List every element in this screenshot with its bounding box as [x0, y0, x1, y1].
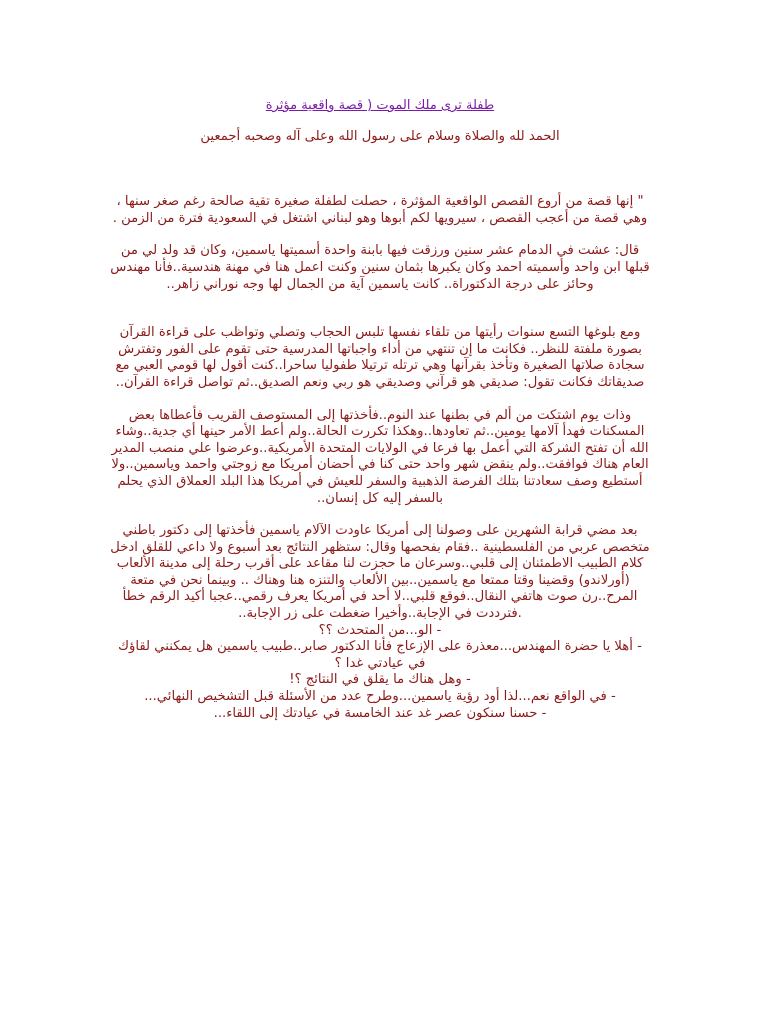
- paragraph-1: " إنها قصة من أروع القصص الواقعية المؤثرة ، حصلت لطفلة صغيرة تقية صالحة رغم صغر سنها ، وهي قصة من أعجب القصص ، سيرويها لكم أبوها وهو لبناني اشتغل في السعودية فترة من الزمن .: [112, 194, 648, 226]
- dialogue-line-1: - الو...من المتحدث ؟؟: [318, 622, 442, 638]
- story-title[interactable]: طفلة ترى ملك الموت ( قصة واقعية مؤثرة: [265, 98, 495, 113]
- paragraph-5: بعد مضي قرابة الشهرين على وصولنا إلى أمريكا عاودت الآلام ياسمين فأخذتها إلى دكتور باطني متخصص عربي من الفلسطينية ..فقام بفحصها وقال: ستظهر النتائج بعد أسبوع ولا داعي للقلق ادخل كلام الطبيب الاطمئنان إلى قلبي..وسرعان ما حجزت لنا مقاعد على أقرب رحلة إلى مدينة الألعاب (أورلاندو) وقضينا وقتا ممتعا مع ياسمين..بين الألعاب والتنزه هنا وهناك .. وبينما نحن في متعة المرح..رن صوت هاتفي النقال..فوقع قلبي..لا أحد في أمريكا يعرف رقمي..عجبا أكيد الرقم خطأ .فترددت في الإجابة..وأخيرا ضغطت على زر الإجابة..: [110, 523, 650, 622]
- document-page: [110, 98, 650, 722]
- paragraph-4: وذات يوم اشتكت من ألم في بطنها عند النوم..فأخذتها إلى المستوصف القريب فأعطاها بعض المسكنات فهدأ آلامها يومين..ثم تعاودها..وهكذا تكررت الحالة..ولم أعط الأمر حينها أي جدية..وشاء الله أن تفتح الشركة التي أعمل بها فرعا في الولايات المتحدة الأمريكية..وعرضوا علي منصب المدير العام هناك فوافقت..ولم ينقض شهر واحد حتى كنا في أحضان أمريكا مع زوجتي واحمد وياسمين..ولا أستطيع وصف سعادتنا بتلك الفرصة الذهبية والسفر للعيش في أمريكا هذا البلد العملاق الذي يحلم بالسفر إليه كل إنسان..: [111, 407, 649, 506]
- intro-line: الحمد لله والصلاة وسلام على رسول الله وعلى آله وصحبه أجمعين: [200, 128, 560, 144]
- dialogue-line-3: - وهل هناك ما يقلق في النتائج ؟!: [289, 672, 471, 688]
- dialogue-line-4: - في الواقع نعم...لذا أود رؤية ياسمين...وطرح عدد من الأسئلة قبل التشخيص النهائي...: [144, 689, 616, 705]
- paragraph-3: ومع بلوغها التسع سنوات رأيتها من تلقاء نفسها تلبس الحجاب وتصلي وتواظب على قراءة القرآن بصورة ملفتة للنظر.. فكانت ما إن تنتهي من أداء واجباتها المدرسية حتى تقوم على الفور وتفترش سجادة صلاتها الصغيرة وتأخذ بقرآنها وهي ترتله ترتيلا طفوليا ساحرا..كنت أقول لها قومي العبي مع صديقاتك فكانت تقول: صديقي هو قرآني وصديقي هو ربي ونعم الصديق..ثم تواصل قراءة القرآن..: [115, 325, 645, 390]
- dialogue-line-2: - أهلا يا حضرة المهندس...معذرة على الإزعاج فأنا الدكتور صابر..طبيب ياسمين هل يمكنني لقاؤك في عيادتي غدا ؟: [118, 639, 642, 671]
- paragraph-2: قال: عشت في الدمام عشر سنين ورزقت فيها بابنة واحدة أسميتها ياسمين، وكان قد ولد لي من قبلها ابن واحد وأسميته احمد وكان يكبرها بثمان سنين وكنت اعمل هنا في مهنة هندسية..فأنا مهندس وحائز على درجة الدكتوراة.. كانت ياسمين آية من الجمال لها وجه نوراني زاهر..: [110, 243, 650, 292]
- dialogue-line-5: - حسنا سنكون عصر غد عند الخامسة في عيادتك إلى اللقاء...: [213, 705, 547, 721]
